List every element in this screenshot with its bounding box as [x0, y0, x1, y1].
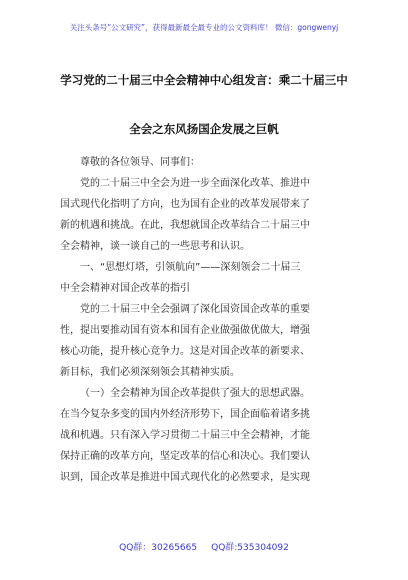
subsection-heading-line: （一）全会精神为国企改革提供了强大的思想武器。	[80, 388, 310, 399]
paragraph-line: 全会精神，谈一谈自己的一些思考和认识。	[60, 241, 250, 252]
footer-qq-group-2: QQ群:535304092	[211, 543, 289, 553]
paragraph-line: 识到，国企改革是推进中国式现代化的必然要求，是实现	[60, 472, 310, 483]
paragraph-line: 战和机遇。只有深入学习贯彻二十届三中全会精神，才能	[60, 430, 310, 441]
paragraph-line: 性，提出要推动国有资本和国有企业做强做优做大，增强	[60, 325, 310, 336]
document-title-line-2: 全会之东风扬国企发展之巨帆	[129, 122, 279, 136]
salutation: 尊敬的各位领导、同事们：	[80, 157, 200, 168]
paragraph-line: 党的二十届三中全会为进一步全面深化改革、推进中	[80, 178, 310, 189]
paragraph-line: 在当今复杂多变的国内外经济形势下，国企面临着诸多挑	[60, 409, 310, 420]
section-heading-line: 中全会精神对国企改革的指引	[60, 283, 190, 294]
document-body	[60, 152, 360, 488]
paragraph-line: 核心功能，提升核心竞争力。这是对国企改革的新要求、	[60, 346, 310, 357]
header-promo-note: 关注头条号“公文研究”，获得最新最全最专业的公文资料库！ 微信：gongwenyj	[69, 23, 339, 32]
paragraph-line: 保持正确的改革方向，坚定改革的信心和决心。我们要认	[60, 451, 310, 462]
paragraph-line: 国式现代化指明了方向，也为国有企业的改革发展带来了	[60, 199, 310, 210]
paragraph-line: 新目标，我们必须深刻领会其精神实质。	[60, 367, 240, 378]
footer-qq-group-1: QQ群：30265665	[119, 543, 198, 553]
document-title-line-1: 学习党的二十届三中全会精神中心组发言：乘二十届三中	[60, 73, 348, 87]
paragraph-line: 新的机遇和挑战。在此，我想就国企改革结合二十届三中	[60, 220, 310, 231]
footer-contact	[0, 540, 408, 553]
paragraph-line: 党的二十届三中全会强调了深化国资国企改革的重要	[80, 304, 310, 315]
section-heading-line: 一、“思想灯塔，引领航向”——深刻领会二十届三	[80, 262, 301, 273]
